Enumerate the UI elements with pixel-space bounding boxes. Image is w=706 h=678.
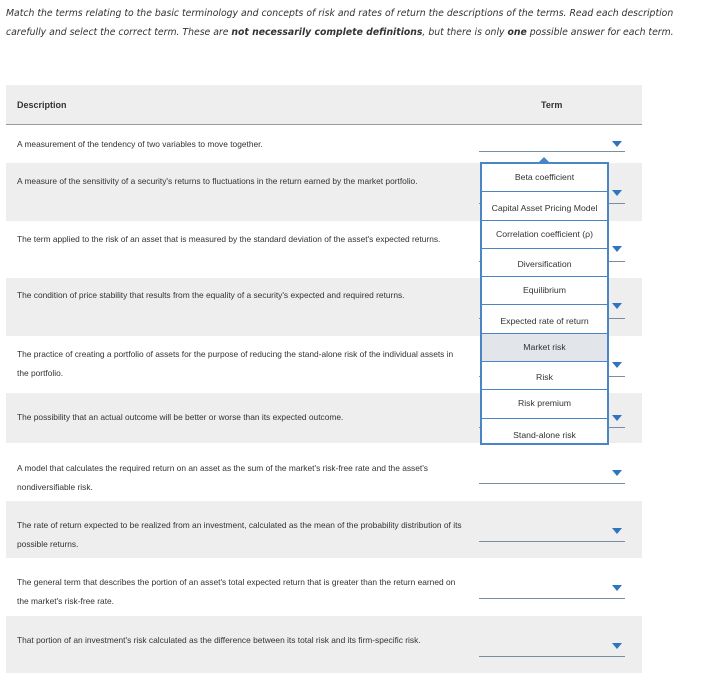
table-row bbox=[6, 501, 642, 558]
select-underline bbox=[479, 541, 625, 542]
row-description: The practice of creating a portfolio of assets for the purpose of reducing the stand-alone risk of the individual assets in the portfolio. bbox=[17, 349, 454, 378]
row-description: The rate of return expected to be realized from an investment, calculated as the mean of the probability distribution of its possible returns. bbox=[17, 520, 462, 549]
chevron-down-icon[interactable] bbox=[612, 528, 622, 534]
row-description: The condition of price stability that results from the equality of a security's expected and required returns. bbox=[17, 290, 405, 300]
row-description: A measurement of the tendency of two variables to move together. bbox=[17, 139, 263, 149]
select-underline bbox=[479, 151, 625, 152]
table-row bbox=[6, 558, 642, 616]
select-underline bbox=[479, 656, 625, 657]
chevron-down-icon[interactable] bbox=[612, 246, 622, 252]
table-row bbox=[6, 443, 642, 501]
row-description: The general term that describes the portion of an asset's total expected return that is greater than the return earned on the market's risk-free rate. bbox=[17, 577, 456, 606]
row-description: A measure of the sensitivity of a security's returns to fluctuations in the return earned by the market portfolio. bbox=[17, 176, 418, 186]
select-underline bbox=[479, 598, 625, 599]
chevron-down-icon[interactable] bbox=[612, 362, 622, 368]
row-description: A model that calculates the required return on an asset as the sum of the market's risk-free rate and the asset's nondiversifiable risk. bbox=[17, 463, 428, 492]
header-description: Description bbox=[17, 100, 67, 110]
chevron-down-icon[interactable] bbox=[612, 190, 622, 196]
chevron-down-icon[interactable] bbox=[612, 141, 622, 147]
table-row bbox=[6, 616, 642, 673]
dropdown-option[interactable]: Risk bbox=[482, 362, 607, 390]
dropdown-option[interactable]: Expected rate of return bbox=[482, 305, 607, 333]
dropdown-option[interactable]: Equilibrium bbox=[482, 277, 607, 305]
chevron-down-icon[interactable] bbox=[612, 303, 622, 309]
dropdown-option[interactable]: Diversification bbox=[482, 249, 607, 277]
dropdown-option[interactable]: Beta coefficient bbox=[482, 164, 607, 192]
chevron-down-icon[interactable] bbox=[612, 585, 622, 591]
dropdown-option[interactable]: Correlation coefficient (ρ) bbox=[482, 221, 607, 249]
term-dropdown-list[interactable] bbox=[480, 162, 609, 445]
instructions: Match the terms relating to the basic terminology and concepts of risk and rates of return the descriptions of the terms. Read each description carefully and select the correct term. These are not necessarily complete definitions, but there is only one possible answer for each term. bbox=[6, 8, 674, 38]
select-underline bbox=[479, 483, 625, 484]
dropdown-caret-icon bbox=[539, 157, 549, 162]
chevron-down-icon[interactable] bbox=[612, 470, 622, 476]
header-term: Term bbox=[541, 100, 563, 110]
row-description: That portion of an investment's risk calculated as the difference between its total risk and its firm-specific risk. bbox=[17, 635, 421, 645]
dropdown-option[interactable]: Risk premium bbox=[482, 390, 607, 418]
chevron-down-icon[interactable] bbox=[612, 643, 622, 649]
table-header bbox=[6, 85, 642, 125]
dropdown-option[interactable]: Capital Asset Pricing Model bbox=[482, 192, 607, 220]
chevron-down-icon[interactable] bbox=[612, 415, 622, 421]
dropdown-option[interactable]: Stand-alone risk bbox=[513, 429, 576, 440]
row-description: The term applied to the risk of an asset that is measured by the standard deviation of the asset's expected returns. bbox=[17, 234, 441, 244]
row-description: The possibility that an actual outcome will be better or worse than its expected outcome. bbox=[17, 412, 344, 422]
dropdown-option-highlighted[interactable]: Market risk bbox=[482, 334, 607, 362]
